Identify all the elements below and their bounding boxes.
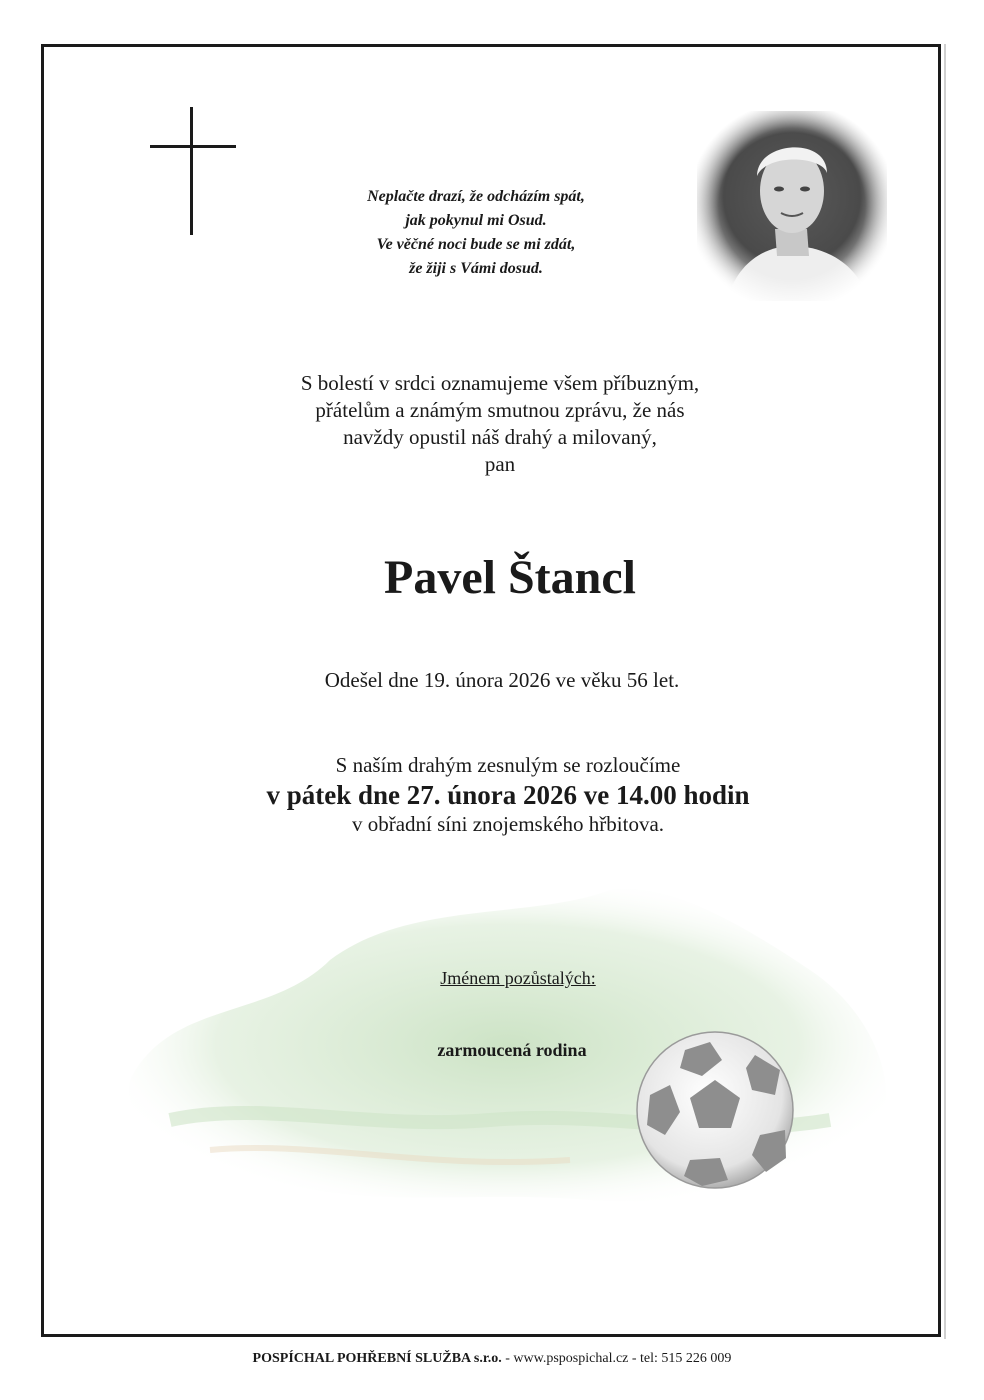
deceased-name: Pavel Štancl <box>384 551 636 604</box>
announcement-text <box>200 370 800 478</box>
poem-line: že žiji s Vámi dosud. <box>409 260 543 277</box>
mourners-names: zarmoucená rodina <box>437 1040 587 1060</box>
cross-icon <box>150 107 236 235</box>
death-date-line: Odešel dne 19. února 2026 ve věku 56 let. <box>324 668 680 692</box>
ceremony-date-time: v pátek dne 27. února 2026 ve 14.00 hodin <box>266 780 750 810</box>
frame-shadow <box>944 44 946 1339</box>
poem-line: jak pokynul mi Osud. <box>405 212 547 229</box>
poem <box>290 185 662 281</box>
ceremony-info <box>150 752 866 838</box>
footer <box>140 1350 844 1368</box>
announcement-line: pan <box>484 452 516 476</box>
ceremony-place: v obřadní síni znojemského hřbitova. <box>351 812 665 836</box>
announcement-line: S bolestí v srdci oznamujeme všem příbuzným, <box>300 371 700 395</box>
portrait-photo <box>697 111 887 301</box>
mourners-label-text: Jménem pozůstalých: <box>440 968 596 988</box>
footer-company: POSPÍCHAL POHŘEBNÍ SLUŽBA s.r.o. <box>252 1351 502 1366</box>
mourners-label <box>300 966 736 990</box>
poem-line: Neplačte drazí, že odcházím spát, <box>367 188 585 205</box>
announcement-line: navždy opustil náš drahý a milovaný, <box>343 425 657 449</box>
ceremony-intro: S naším drahým zesnulým se rozloučíme <box>335 753 681 777</box>
poem-line: Ve věčné noci bude se mi zdát, <box>376 236 576 253</box>
announcement-line: přátelům a známým smutnou zprávu, že nás <box>315 398 685 422</box>
footer-contact: - www.pspospichal.cz - tel: 515 226 009 <box>501 1351 732 1366</box>
